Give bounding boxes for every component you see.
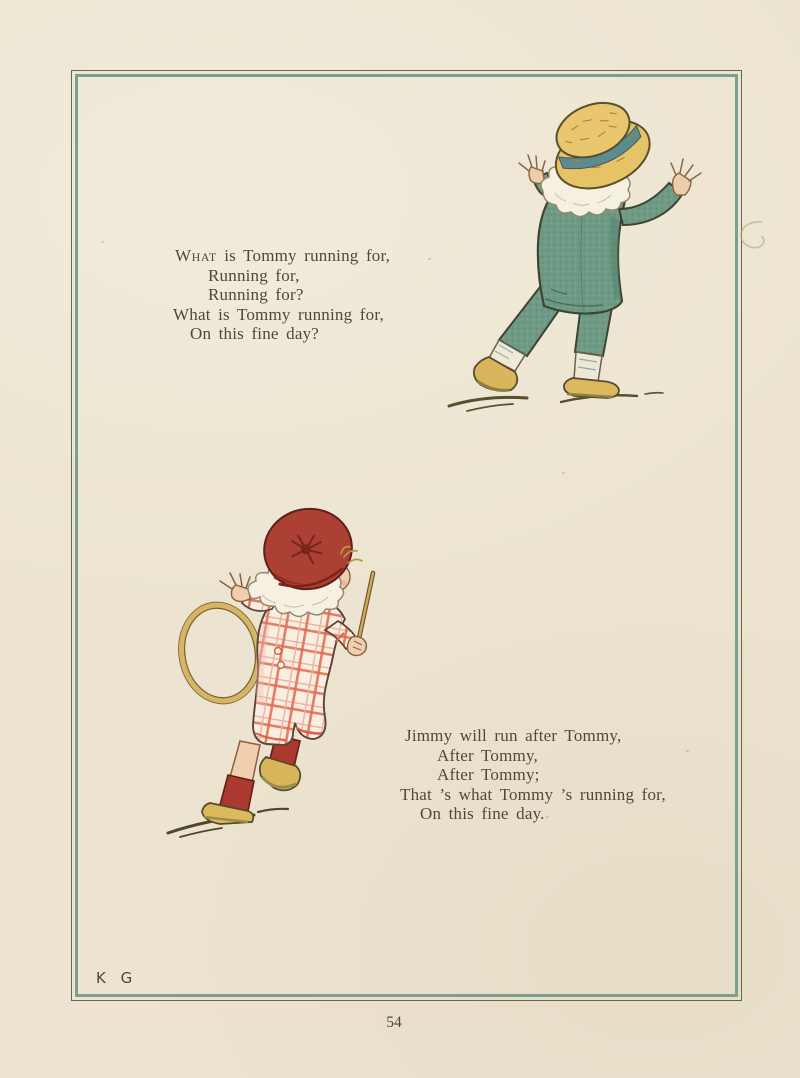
plaid-romper xyxy=(253,596,345,745)
ground-shadow xyxy=(449,393,663,411)
hoop xyxy=(171,596,269,711)
verse-line: Running for, xyxy=(208,265,300,285)
left-hand xyxy=(220,573,250,602)
verse-top xyxy=(173,246,390,344)
jimmy-hoop-illustration xyxy=(158,493,440,851)
paper-speck xyxy=(101,241,104,243)
pencil-mark xyxy=(728,212,778,262)
artist-monogram: K G xyxy=(96,969,138,987)
verse-line: On this fine day? xyxy=(190,324,320,343)
verse-lead-word: What xyxy=(175,246,217,265)
paper-speck xyxy=(428,258,431,260)
hoop-stick xyxy=(358,573,373,643)
verse-line xyxy=(175,246,390,266)
verse-lead-rest: is Tommy running for, xyxy=(216,246,391,265)
paper-speck xyxy=(562,472,565,474)
tommy-running-illustration xyxy=(433,93,725,425)
verse-line: After Tommy; xyxy=(437,765,540,784)
verse-line: Jimmy will run after Tommy, xyxy=(405,726,622,745)
right-hand xyxy=(671,159,701,195)
verse-line: That ’s what Tommy ’s running for, xyxy=(400,784,666,804)
paper-speck xyxy=(546,816,549,818)
verse-line: On this fine day. xyxy=(420,804,545,823)
verse-line: What is Tommy running for, xyxy=(173,304,384,324)
page-number: 54 xyxy=(386,1014,402,1031)
paper-speck xyxy=(686,750,689,752)
cheek xyxy=(341,580,347,586)
verse-line: Running for? xyxy=(208,285,304,304)
left-hand xyxy=(519,155,545,184)
front-leg xyxy=(202,741,260,824)
verse-line: After Tommy, xyxy=(437,745,539,765)
right-hand xyxy=(348,637,367,656)
